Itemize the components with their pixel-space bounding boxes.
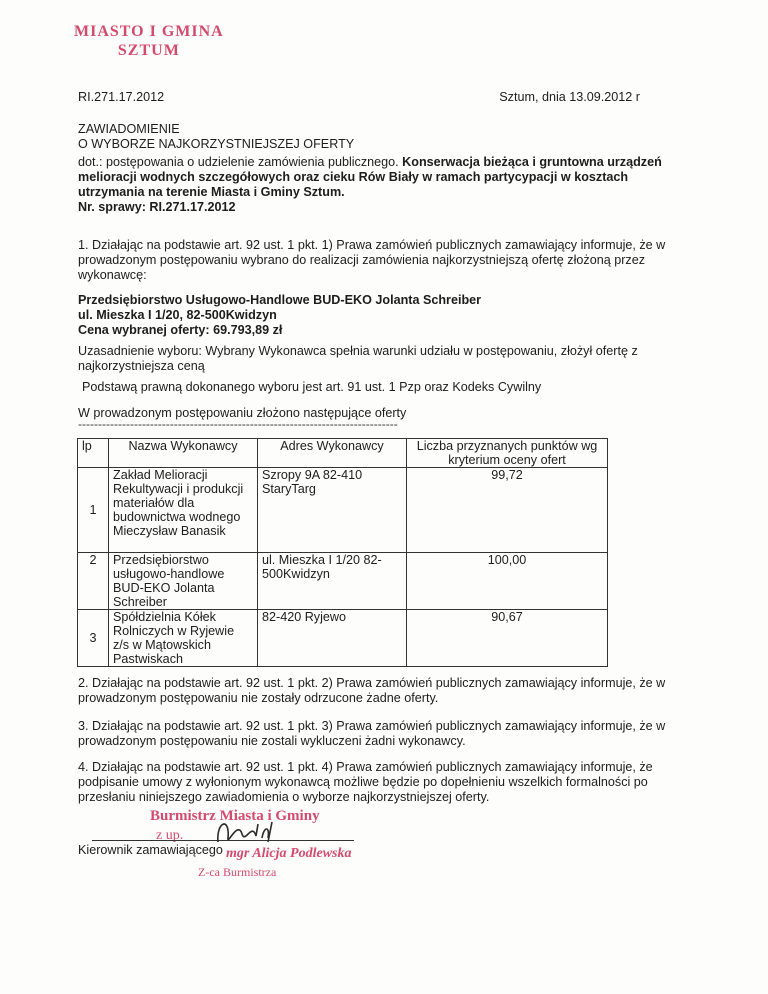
on-behalf-mark: z up. <box>156 828 184 843</box>
row-address: 82-420 Ryjewo <box>258 610 407 667</box>
signature-line <box>92 840 354 841</box>
paragraph-4: 4. Działając na podstawie art. 92 ust. 1 pkt. 4) Prawa zamówień publicznych zamawiający informuje, że podpisanie umowy z wyłonionym wykonawcą możliwe będzie po dopełnieniu wszelkich formalności po przesłaniu niniejszego zawiadomienia o wyborze najkorzystniejszej oferty. <box>78 760 653 804</box>
row-lp: 1 <box>78 468 109 553</box>
table-row <box>78 610 608 667</box>
header-lp: lp <box>78 439 109 468</box>
signatory-name: mgr Alicja Podlewska <box>226 846 352 861</box>
contractor-price: Cena wybranej oferty: 69.793,89 zł <box>78 323 283 337</box>
dateline: Sztum, dnia 13.09.2012 r <box>499 90 640 104</box>
stamp-line-1: MIASTO I GMINA <box>74 23 224 40</box>
paragraph-1: 1. Działając na podstawie art. 92 ust. 1 pkt. 1) Prawa zamówień publicznych zamawiający informuje, że w prowadzonym postępowaniu wybrano do realizacji zamówienia najkorzystniejszą ofertę złożoną przez wykonawcę: <box>78 238 666 282</box>
header-name: Nazwa Wykonawcy <box>109 439 258 468</box>
legal-basis: Podstawą prawną dokonanego wyboru jest art. 91 ust. 1 Pzp oraz Kodeks Cywilny <box>82 380 542 394</box>
contractor-address: ul. Mieszka I 1/20, 82-500Kwidzyn <box>78 308 277 322</box>
mayor-stamp: Burmistrz Miasta i Gminy <box>150 808 320 824</box>
row-lp: 2 <box>78 553 109 610</box>
table-row <box>78 468 608 553</box>
signatory-function: Z-ca Burmistrza <box>198 865 277 879</box>
dashed-separator: -------------------------------------------------------------------------------- <box>78 417 398 431</box>
row-address: Szropy 9A 82-410 StaryTarg <box>258 468 407 553</box>
signatory-role: Kierownik zamawiającego <box>78 843 223 857</box>
subject-name: Konserwacja bieżąca i gruntowna urządzeń melioracji wodnych szczegółowych oraz cieku Rów Biały w ramach partycypacji w kosztach utrzymania na terenie Miasta i Gminy Sztum. <box>78 155 662 199</box>
reference-number: RI.271.17.2012 <box>78 90 165 104</box>
subject-prefix: dot.: postępowania o udzielenie zamówienia publicznego. <box>78 155 403 169</box>
paragraph-2: 2. Działając na podstawie art. 92 ust. 1 pkt. 2) Prawa zamówień publicznych zamawiający informuje, że w prowadzonym postępowaniu nie zostały odrzucone żadne oferty. <box>78 676 666 705</box>
selected-contractor <box>78 293 481 338</box>
row-points: 99,72 <box>407 468 608 553</box>
header-points: Liczba przyznanych punktów wg kryterium oceny ofert <box>407 439 608 468</box>
document-title <box>78 122 354 152</box>
row-name: Przedsiębiorstwo usługowo-handlowe BUD-EKO Jolanta Schreiber <box>109 553 258 610</box>
offers-table <box>77 438 608 667</box>
paragraph-3: 3. Działając na podstawie art. 92 ust. 1 pkt. 3) Prawa zamówień publicznych zamawiający informuje, że w prowadzonym postępowaniu nie zostali wykluczeni żadni wykonawcy. <box>78 719 666 748</box>
header-address: Adres Wykonawcy <box>258 439 407 468</box>
justification: Uzasadnienie wyboru: Wybrany Wykonawca spełnia warunki udziału w postępowaniu, złożył ofertę z najkorzystniejsza ceną <box>78 344 638 373</box>
row-name: Zakład Melioracji Rekultywacji i produkcji materiałów dla budownictwa wodnego Mieczysław Banasik <box>109 468 258 553</box>
title-line-2: O WYBORZE NAJKORZYSTNIEJSZEJ OFERTY <box>78 137 355 151</box>
row-lp: 3 <box>78 610 109 667</box>
row-points: 90,67 <box>407 610 608 667</box>
table-row <box>78 553 608 610</box>
row-name: Spółdzielnia Kółek Rolniczych w Ryjewie z/s w Mątowskich Pastwiskach <box>109 610 258 667</box>
offers-intro: W prowadzonym postępowaniu złożono następujące oferty <box>78 406 407 420</box>
case-number: Nr. sprawy: RI.271.17.2012 <box>78 200 236 214</box>
row-address: ul. Mieszka I 1/20 82-500Kwidzyn <box>258 553 407 610</box>
contractor-name: Przedsiębiorstwo Usługowo-Handlowe BUD-EKO Jolanta Schreiber <box>78 293 482 307</box>
municipality-header-stamp <box>74 22 224 60</box>
table-header-row <box>78 439 608 468</box>
subject-paragraph <box>78 155 698 215</box>
row-points: 100,00 <box>407 553 608 610</box>
title-line-1: ZAWIADOMIENIE <box>78 122 180 136</box>
stamp-line-2: SZTUM <box>117 42 180 59</box>
